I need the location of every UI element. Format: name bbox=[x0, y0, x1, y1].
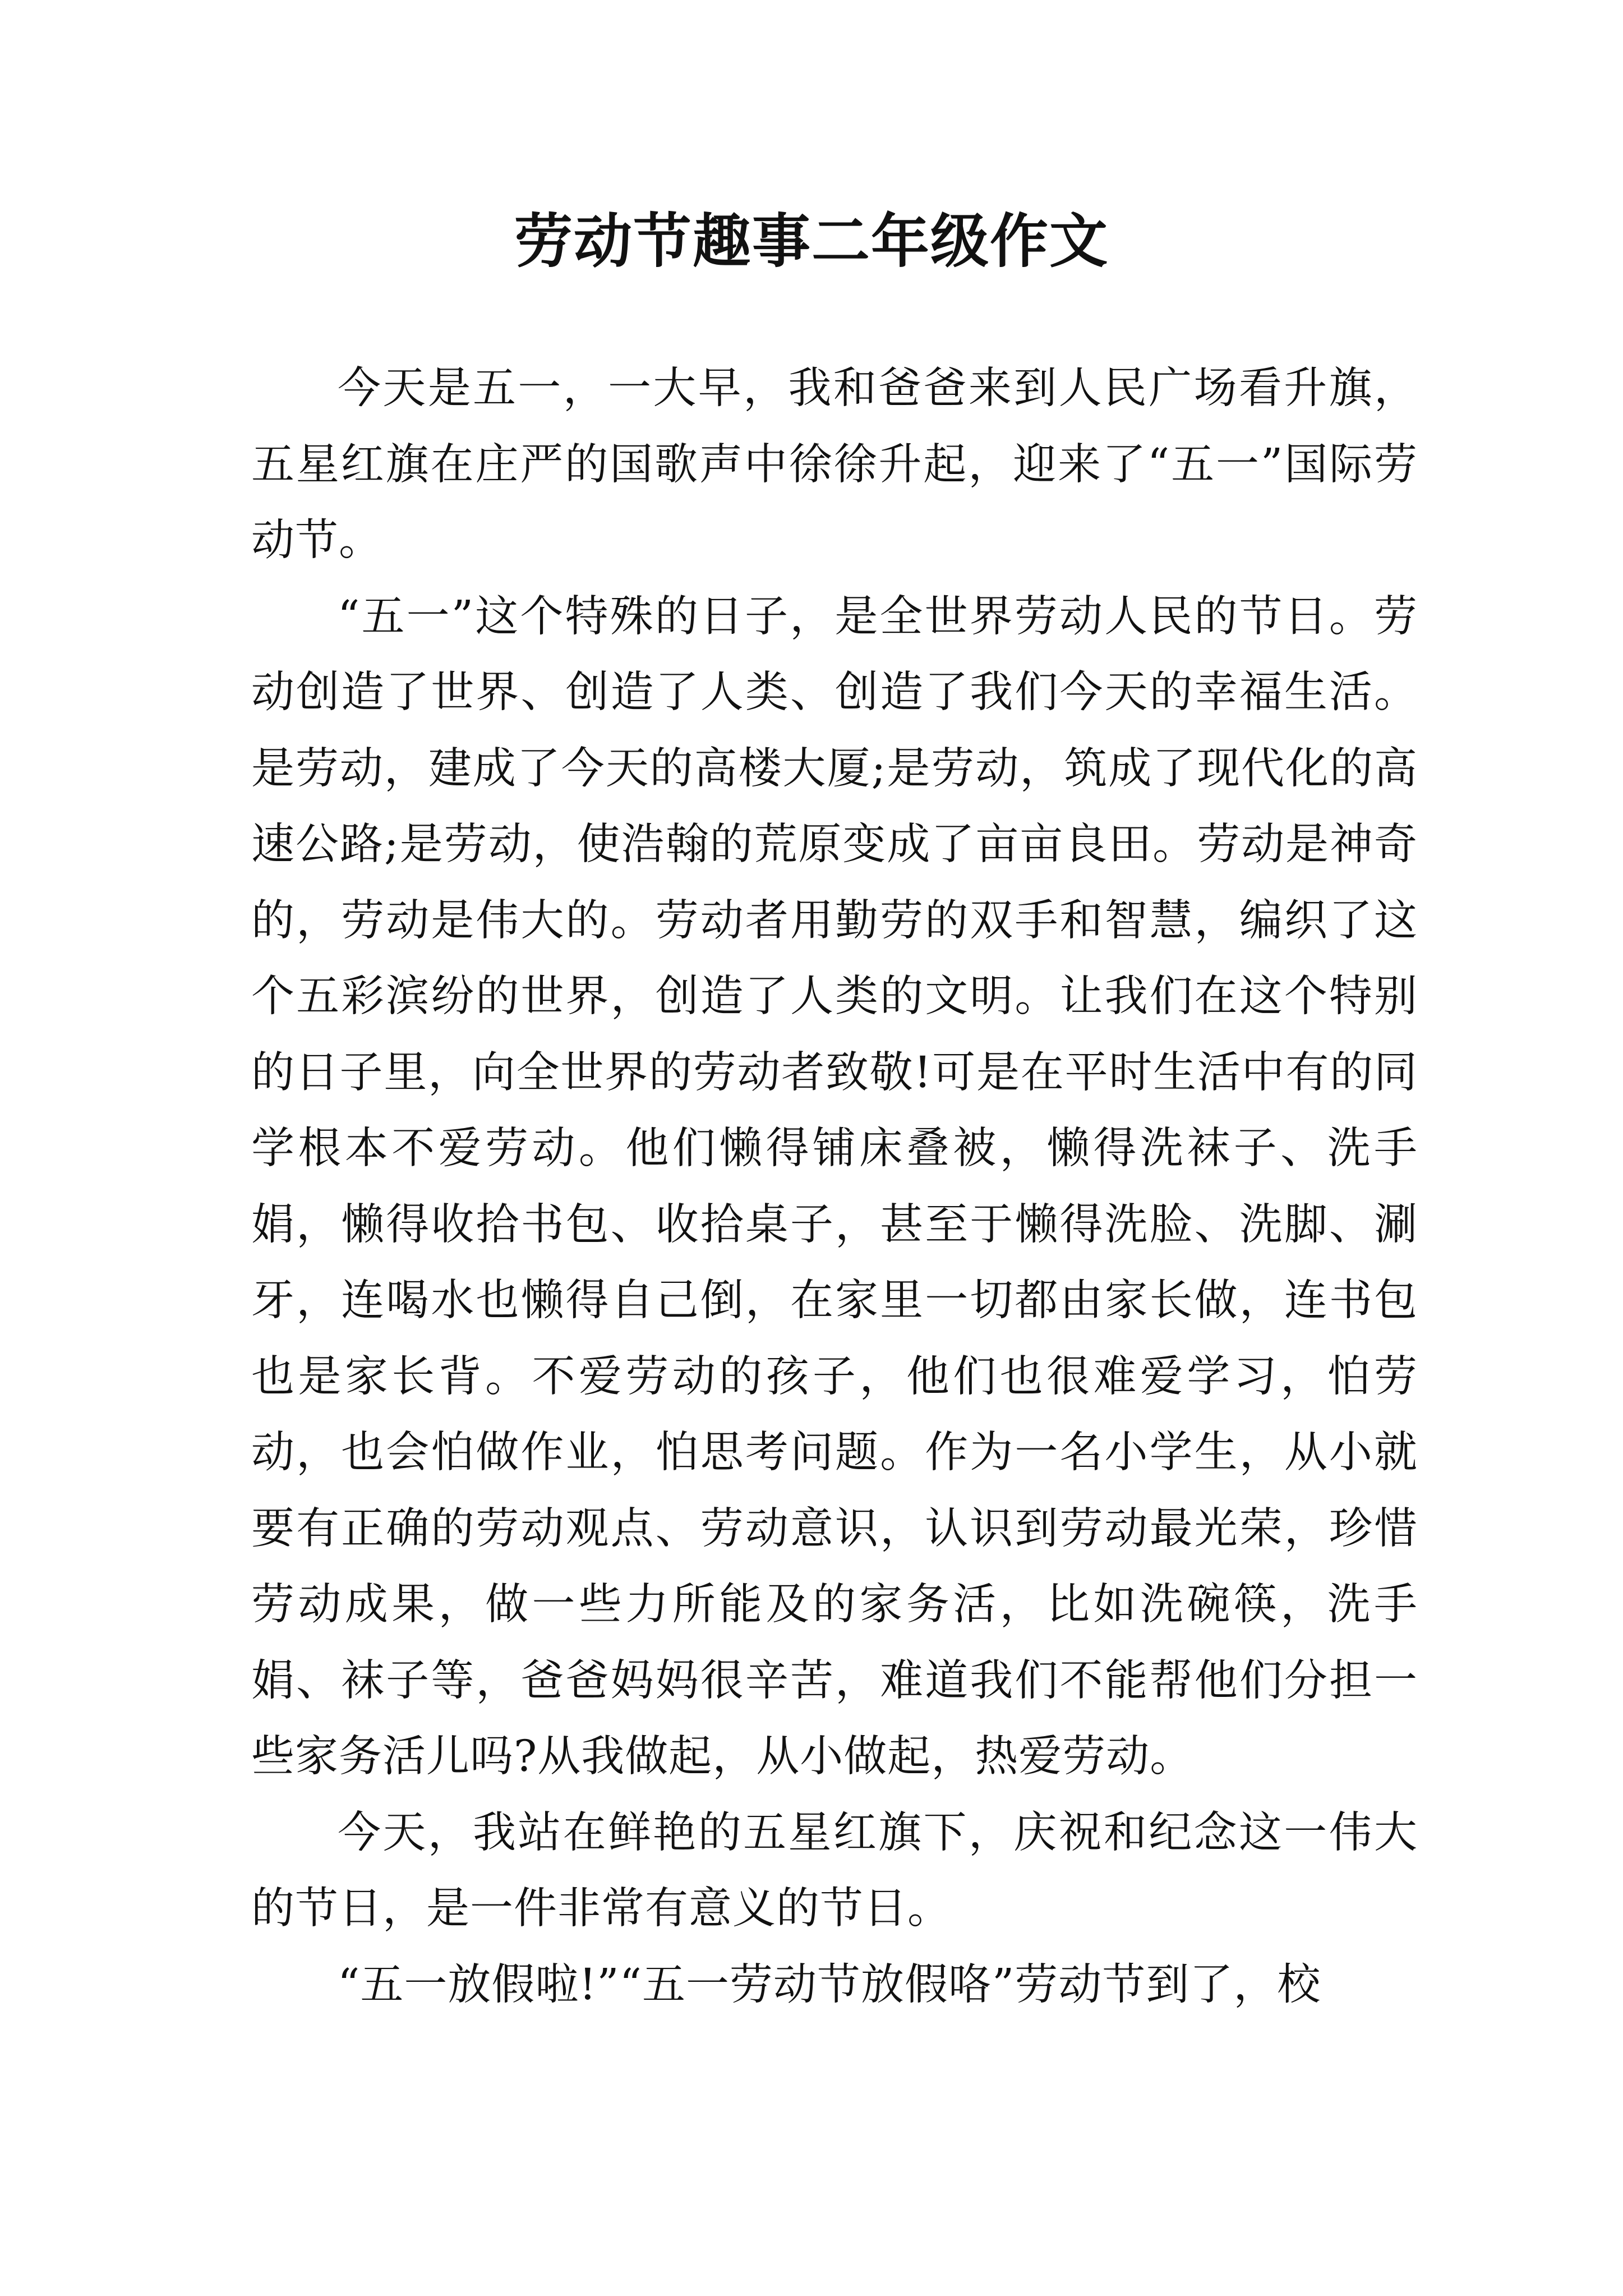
paragraph: “五一放假啦!”“五一劳动节放假咯”劳动节到了，校 bbox=[338, 1959, 1321, 2010]
paragraph: 今天，我站在鲜艳的五星红旗下，庆祝和纪念这一伟大的节日，是一件非常有意义的节日。 bbox=[251, 1807, 1418, 1934]
document-title: 劳动节趣事二年级作文 bbox=[514, 206, 1109, 275]
document-body bbox=[251, 351, 1418, 2023]
paragraph: 今天是五一，一大早，我和爸爸来到人民广场看升旗，五星红旗在庄严的国歌声中徐徐升起，迎来了“五一”国际劳动节。 bbox=[251, 364, 1418, 565]
paragraph: “五一”这个特殊的日子，是全世界劳动人民的节日。劳动创造了世界、创造了人类、创造了我们今天的幸福生活。是劳动，建成了今天的高楼大厦;是劳动，筑成了现代化的高速公路;是劳动，使浩翰的荒原变成了亩亩良田。劳动是神奇的，劳动是伟大的。劳动者用勤劳的双手和智慧，编织了这个五彩滨纷的世界，创造了人类的文明。让我们在这个特别的日子里，向全世界的劳动者致敬!可是在平时生活中有的同学根本不爱劳动。他们懒得铺床叠被，懒得洗袜子、洗手娟，懒得收拾书包、收拾桌子，甚至于懒得洗脸、洗脚、涮牙，连喝水也懒得自己倒，在家里一切都由家长做，连书包也是家长背。不爱劳动的孩子，他们也很难爱学习，怕劳动，也会怕做作业，怕思考问题。作为一名小学生，从小就要有正确的劳动观点、劳动意识，认识到劳动最光荣，珍惜劳动成果，做一些力所能及的家务活，比如洗碗筷，洗手娟、袜子等，爸爸妈妈很辛苦，难道我们不能帮他们分担一些家务活儿吗?从我做起，从小做起，热爱劳动。 bbox=[251, 591, 1418, 1782]
